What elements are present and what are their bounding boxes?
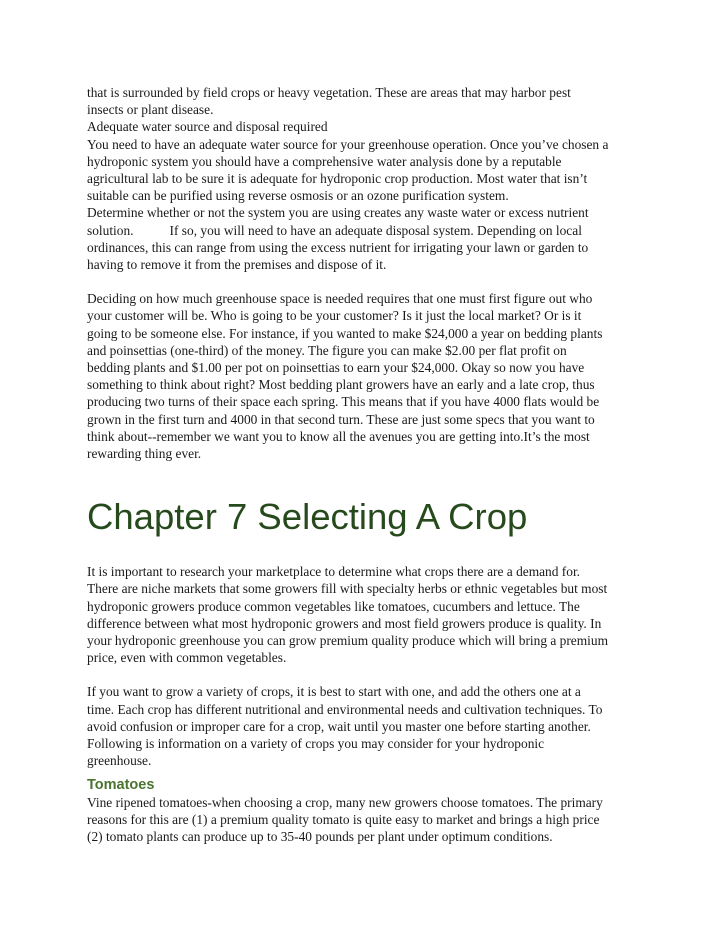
text-line: There are niche markets that some growers fill with specialty herbs or ethnic vegetables but most <box>87 581 608 597</box>
text-line: and poinsettias (one-third) of the money. The figure you can make $2.00 per flat profit on <box>87 342 567 358</box>
text-line: greenhouse. <box>87 753 152 769</box>
text-line: going to be someone else. For instance, if you wanted to make $24,000 a year on bedding plants <box>87 325 603 341</box>
text-line: your hydroponic greenhouse you can grow premium quality produce which will bring a premium <box>87 633 608 649</box>
text-line <box>87 222 647 239</box>
text-line: It is important to research your marketplace to determine what crops there are a demand for. <box>87 564 581 580</box>
text-line: Determine whether or not the system you are using creates any waste water or excess nutrient <box>87 205 589 221</box>
text-line: producing two turns of their space each spring. This means that if you have 4000 flats would be <box>87 394 600 410</box>
text-line: Vine ripened tomatoes-when choosing a crop, many new growers choose tomatoes. The primary <box>87 794 603 810</box>
text-line: reasons for this are (1) a premium quality tomato is quite easy to market and brings a high price <box>87 811 600 827</box>
text-line: Adequate water source and disposal required <box>87 119 328 135</box>
text-line: difference between what most hydroponic growers and most field growers produce is quality. In <box>87 615 602 631</box>
text-line: insects or plant disease. <box>87 102 214 118</box>
text-line: having to remove it from the premises and dispose of it. <box>87 257 387 273</box>
chapter-title: Chapter 7 Selecting A Crop <box>87 496 528 538</box>
text-line: Deciding on how much greenhouse space is needed requires that one must first figure out who <box>87 291 593 307</box>
text-fragment: If so, you will need to have an adequate disposal system. Depending on local <box>169 222 582 238</box>
text-line: think about--remember we want you to know all the avenues you are getting into.It’s the most <box>87 428 590 444</box>
text-line: hydroponic system you should have a comprehensive water analysis done by a reputable <box>87 153 562 169</box>
text-fragment: solution. <box>87 222 134 238</box>
text-line: suitable can be purified using reverse osmosis or an ozone purification system. <box>87 188 509 204</box>
text-line: ordinances, this can range from using the excess nutrient for irrigating your lawn or garden to <box>87 239 589 255</box>
marketplace-paragraph <box>87 563 647 666</box>
variety-paragraph <box>87 683 647 769</box>
text-line: bedding plants and $1.00 per pot on poinsettias to earn your $24,000. Okay so now you have <box>87 360 585 376</box>
text-line: grown in the first turn and 4000 in that second turn. These are just some specs that you want to <box>87 411 595 427</box>
text-line: You need to have an adequate water source for your greenhouse operation. Once you’ve chosen a <box>87 136 609 152</box>
text-line: If you want to grow a variety of crops, it is best to start with one, and add the others one at a <box>87 684 581 700</box>
text-line: agricultural lab to be sure it is adequate for hydroponic crop production. Most water that isn’t <box>87 171 588 187</box>
text-line: hydroponic growers produce common vegetables like tomatoes, cucumbers and lettuce. The <box>87 598 580 614</box>
text-line: rewarding thing ever. <box>87 446 202 462</box>
tomatoes-paragraph <box>87 794 647 846</box>
greenhouse-space-paragraph <box>87 290 647 462</box>
text-line: Following is information on a variety of crops you may consider for your hydroponic <box>87 736 545 752</box>
text-line: your customer will be. Who is going to be your customer? Is it just the local market? Or is it <box>87 308 582 324</box>
text-line: (2) tomato plants can produce up to 35-40 pounds per plant under optimum conditions. <box>87 828 553 844</box>
text-line: something to think about right? Most bedding plant growers have an early and a late crop, thus <box>87 377 595 393</box>
text-line: that is surrounded by field crops or heavy vegetation. These are areas that may harbor pest <box>87 85 571 100</box>
section-heading-tomatoes: Tomatoes <box>87 776 155 793</box>
text-line: avoid confusion or improper care for a crop, wait until you master one before starting another. <box>87 718 591 734</box>
text-line: price, even with common vegetables. <box>87 650 287 666</box>
document-page <box>87 84 647 845</box>
water-disposal-section <box>87 84 647 273</box>
text-line: time. Each crop has different nutritional and environmental needs and cultivation techniques. To <box>87 701 603 717</box>
